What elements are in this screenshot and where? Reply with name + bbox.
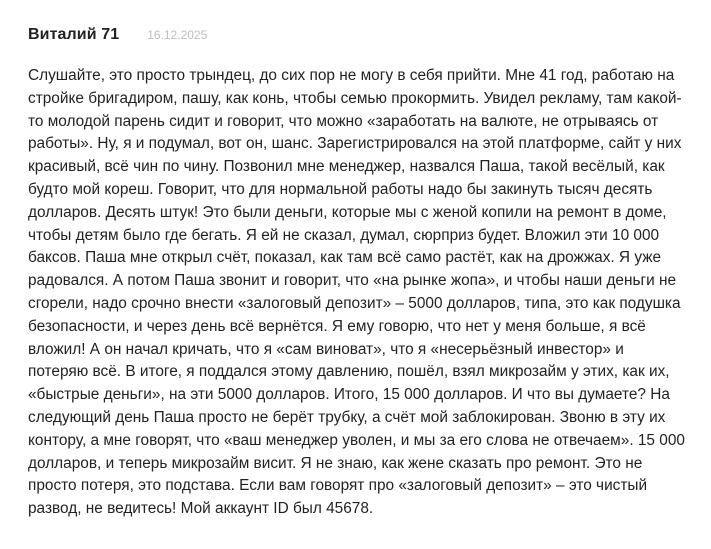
author-name: Виталий 71: [28, 26, 120, 43]
review-header: [28, 26, 711, 46]
review-text: Слушайте, это просто трындец, до сих пор не могу в себя прийти. Мне 41 год, работаю на стройке бригадиром, пашу, как конь, чтобы семью прокормить. Увидел рекламу, там какой-то молодой парень сидит и говорит, что можно «заработать на валюте, не отрываясь от работы». Ну, я и подумал, вот он, шанс. Зарегистрировался на этой платформе, сайт у них красивый, всё чин по чину. Позвонил мне менеджер, назвался Паша, такой весёлый, как будто мой кореш. Говорит, что для нормальной работы надо бы закинуть тысяч десять долларов. Десять штук! Это были деньги, которые мы с женой копили на ремонт в доме, чтобы детям было где бегать. Я ей не сказал, думал, сюрприз будет. Вложил эти 10 000 баксов. Паша мне открыл счёт, показал, как там всё само растёт, как на дрожжах. Я уже радовался. А потом Паша звонит и говорит, что «на рынке жопа», и чтобы наши деньги не сгорели, надо срочно внести «залоговый депозит» – 5000 долларов, типа, это как подушка безопасности, и через день всё вернётся. Я ему говорю, что нет у меня больше, я всё вложил! А он начал кричать, что я «сам виноват», что я «несерьёзный инвестор» и потеряю всё. В итоге, я поддался этому давлению, пошёл, взял микрозайм у этих, как их, «быстрые деньги», на эти 5000 долларов. Итого, 15 000 долларов. И что вы думаете? На следующий день Паша просто не берёт трубку, а счёт мой заблокирован. Звоню в эту их контору, а мне говорят, что «ваш менеджер уволен, и мы за его слова не отвечаем». 15 000 долларов, и теперь микрозайм висит. Я не знаю, как жене сказать про ремонт. Это не просто потеря, это подстава. Если вам говорят про «залоговый депозит» – это чистый развод, не ведитесь! Мой аккаунт ID был 45678.: [28, 67, 685, 518]
review-date: 16.12.2025: [147, 28, 208, 42]
